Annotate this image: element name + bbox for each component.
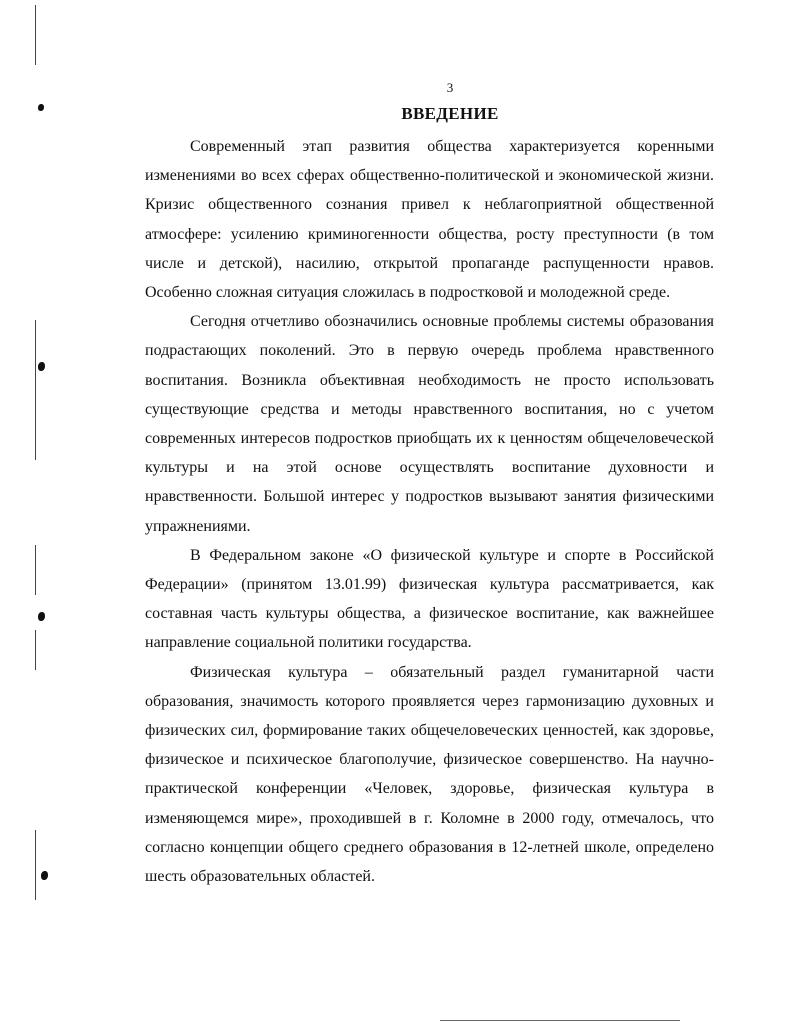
paragraph: Физическая культура – обязательный раздел гуманитарной части образования, значимость которого проявляется через гармонизацию духовных и физических сил, формирование таких общечеловеческих ценностей, как здоровье, физическое и психическое благополучие, физическое совершенство. На научно-практической конференции «Человек, здоровье, физическая культура в изменяющемся мире», проходившей в г. Коломне в 2000 году, отмечалось, что согласно концепции общего среднего образования в 12-летней школе, определено шесть образовательных областей. [145, 663, 714, 886]
page-number: 3 [446, 80, 454, 95]
scan-mark [41, 871, 48, 880]
binding-edge-line [35, 5, 36, 65]
binding-edge-line [35, 830, 36, 900]
paragraph: Сегодня отчетливо обозначились основные проблемы системы образования подрастающих поколений. Это в первую очередь проблема нравственного воспитания. Возникла объективная необходимость не просто использовать существующие средства и методы нравственного воспитания, но с учетом современных интересов подростков приобщать их к ценностям общечеловеческой культуры и на этой основе осуществлять воспитание духовности и нравственности. Большой интерес у подростков вызывают занятия физическими упражнениями. [145, 313, 714, 535]
scan-edge-line [440, 1020, 680, 1021]
scan-mark [38, 612, 45, 621]
paragraph: В Федеральном законе «О физической культуре и спорте в Российской Федерации» (принятом 13.01.99) физическая культура рассматривается, как составная часть культуры общества, а физическое воспитание, как важнейшее направление социальной политики государства. [145, 546, 714, 652]
section-heading: ВВЕДЕНИЕ [401, 104, 499, 123]
binding-edge-line [35, 320, 36, 460]
binding-edge-line [35, 545, 36, 595]
scan-mark [38, 362, 45, 371]
body-text [145, 132, 714, 891]
paragraph: Современный этап развития общества характеризуется коренными изменениями во всех сферах общественно-политической и экономической жизни. Кризис общественного сознания привел к неблагоприятной общественной атмосфере: усилению криминогенности общества, росту преступности (в том числе и детской), насилию, открытой пропаганде распущенности нравов. Особенно сложная ситуация сложилась в подростковой и молодежной среде. [145, 138, 714, 302]
binding-edge-line [35, 630, 36, 670]
